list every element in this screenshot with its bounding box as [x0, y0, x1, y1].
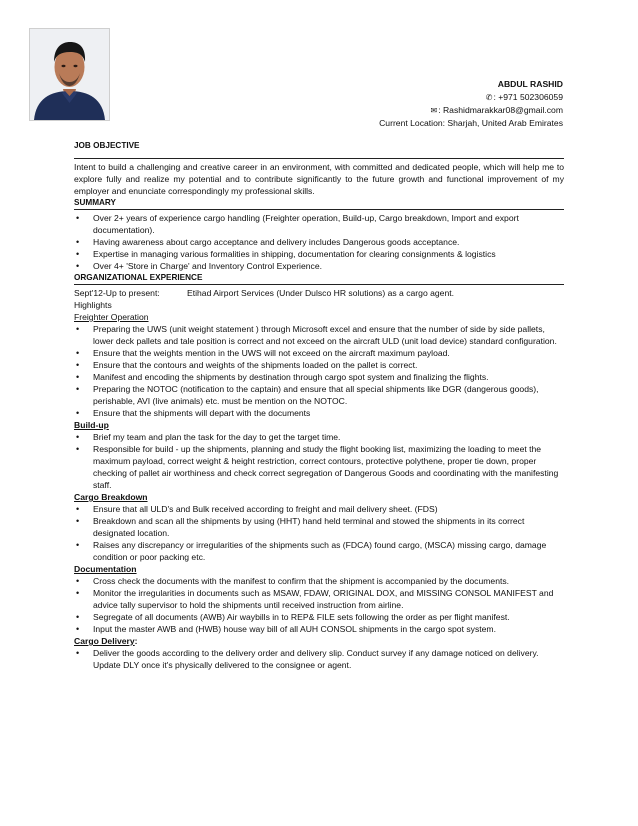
email-line	[379, 104, 563, 117]
phone-line	[379, 91, 563, 104]
resume-body	[74, 140, 564, 671]
current-location: Current Location: Sharjah, United Arab Emirates	[379, 118, 563, 128]
breakdown-heading: Cargo Breakdown	[74, 492, 148, 502]
list-item: • Input the master AWB and (HWB) house way bill of all AUH CONSOL shipments in the cargo spot system.	[74, 623, 564, 635]
list-item: • Cross check the documents with the manifest to confirm that the shipment is accompanied by the documents.	[74, 575, 564, 587]
delivery-heading-colon: :	[134, 636, 138, 646]
list-item: • Responsible for build - up the shipments, planning and study the flight booking list, maximizing the loading to meet the maximum payload, correct weight & height restriction, correct contours, protective polythene, proper tie down, proper checking of pallet air worthiness and check correct segregation of Dangerous Goods and coordinating with the manifesting staff.	[74, 443, 564, 491]
email-address: : Rashidmarakkar08@gmail.com	[438, 105, 563, 115]
profile-photo	[29, 28, 110, 121]
buildup-list	[74, 431, 564, 491]
delivery-heading: Cargo Delivery	[74, 636, 135, 646]
buildup-heading: Build-up	[74, 420, 109, 430]
list-item: • Segregate of all documents (AWB) Air waybills in to REP& FILE sets following the order as per flight manifest.	[74, 611, 564, 623]
person-portrait-icon	[30, 29, 109, 120]
highlights-label: Highlights	[74, 300, 112, 310]
candidate-name: ABDUL RASHID	[497, 79, 563, 89]
list-item: • Manifest and encoding the shipments by destination through cargo spot system and finalizing the flights.	[74, 371, 564, 383]
list-item: • Expertise in managing various formalities in shipping, documentation for clearing consignments & logistics	[74, 248, 564, 260]
list-item: • Brief my team and plan the task for the day to get the target time.	[74, 431, 564, 443]
list-item: • Ensure that all ULD's and Bulk received according to freight and mail delivery sheet. (FDS)	[74, 503, 564, 515]
list-item: • Preparing the NOTOC (notification to the captain) and ensure that all special shipments like DGR (dangerous goods), perishable, AVI (live animals) etc. must be mention on the NOTOC.	[74, 383, 564, 407]
summary-heading: SUMMARY	[74, 198, 116, 207]
list-item: • Monitor the irregularities in documents such as MSAW, FDAW, ORIGINAL DOX, and MISSING CONSOL MANIFEST and advice tally supervisor to hold the shipments until received instruction from airline.	[74, 587, 564, 611]
list-item: • Ensure that the weights mention in the UWS will not exceed on the aircraft maximum payload.	[74, 347, 564, 359]
freighter-list	[74, 323, 564, 419]
envelope-icon: ✉	[430, 106, 438, 115]
employment-period: Sept'12-Up to present:	[74, 288, 160, 298]
list-item: • Deliver the goods according to the delivery order and delivery slip. Conduct survey if any damage noticed on delivery. Update DLY once it's physically delivered to the consignee or agent.	[74, 647, 564, 671]
phone-number: : +971 502306059	[493, 92, 563, 102]
breakdown-list	[74, 503, 564, 563]
list-item: • Over 2+ years of experience cargo handling (Freighter operation, Build-up, Cargo breakdown, Import and export documentation).	[74, 212, 564, 236]
employer-name: Etihad Airport Services (Under Dulsco HR solutions) as a cargo agent.	[187, 288, 455, 298]
experience-heading: ORGANIZATIONAL EXPERIENCE	[74, 273, 203, 282]
list-item: • Preparing the UWS (unit weight statement ) through Microsoft excel and ensure that the number of side by side pallets, lower deck pallets and tale position is correct and not exceed on the aircraft ULD (unit load device) standard configuration.	[74, 323, 564, 347]
list-item: • Raises any discrepancy or irregularities of the shipments such as (FDCA) found cargo, (MSCA) missing cargo, damage condition or poor packing etc.	[74, 539, 564, 563]
objective-text: Intent to build a challenging and creative career in an environment, with committed and dedicated people, which will help me to explore fully and realize my potential and to contribute significantly to the future growth and functional improvement of my employer and enunciate correspondingly my professional skills.	[74, 162, 564, 196]
list-item: • Ensure that the shipments will depart with the documents	[74, 407, 564, 419]
summary-list	[74, 212, 564, 272]
list-item: • Having awareness about cargo acceptance and delivery includes Dangerous goods acceptance.	[74, 236, 564, 248]
objective-heading: JOB OBJECTIVE	[74, 141, 140, 150]
list-item: • Over 4+ 'Store in Charge' and Inventory Control Experience.	[74, 260, 564, 272]
objective-divider	[74, 158, 564, 159]
documentation-list	[74, 575, 564, 635]
freighter-heading: Freighter Operation	[74, 312, 149, 322]
summary-divider	[74, 209, 564, 210]
experience-divider	[74, 284, 564, 285]
delivery-list	[74, 647, 564, 671]
employment-row	[74, 287, 564, 299]
delivery-heading-row	[74, 635, 564, 647]
contact-block	[379, 78, 563, 130]
list-item: • Breakdown and scan all the shipments by using (HHT) hand held terminal and stowed the shipments in its correct designated location.	[74, 515, 564, 539]
documentation-heading: Documentation	[74, 564, 137, 574]
phone-icon: ✆	[485, 93, 493, 102]
list-item: • Ensure that the contours and weights of the shipments loaded on the pallet is correct.	[74, 359, 564, 371]
